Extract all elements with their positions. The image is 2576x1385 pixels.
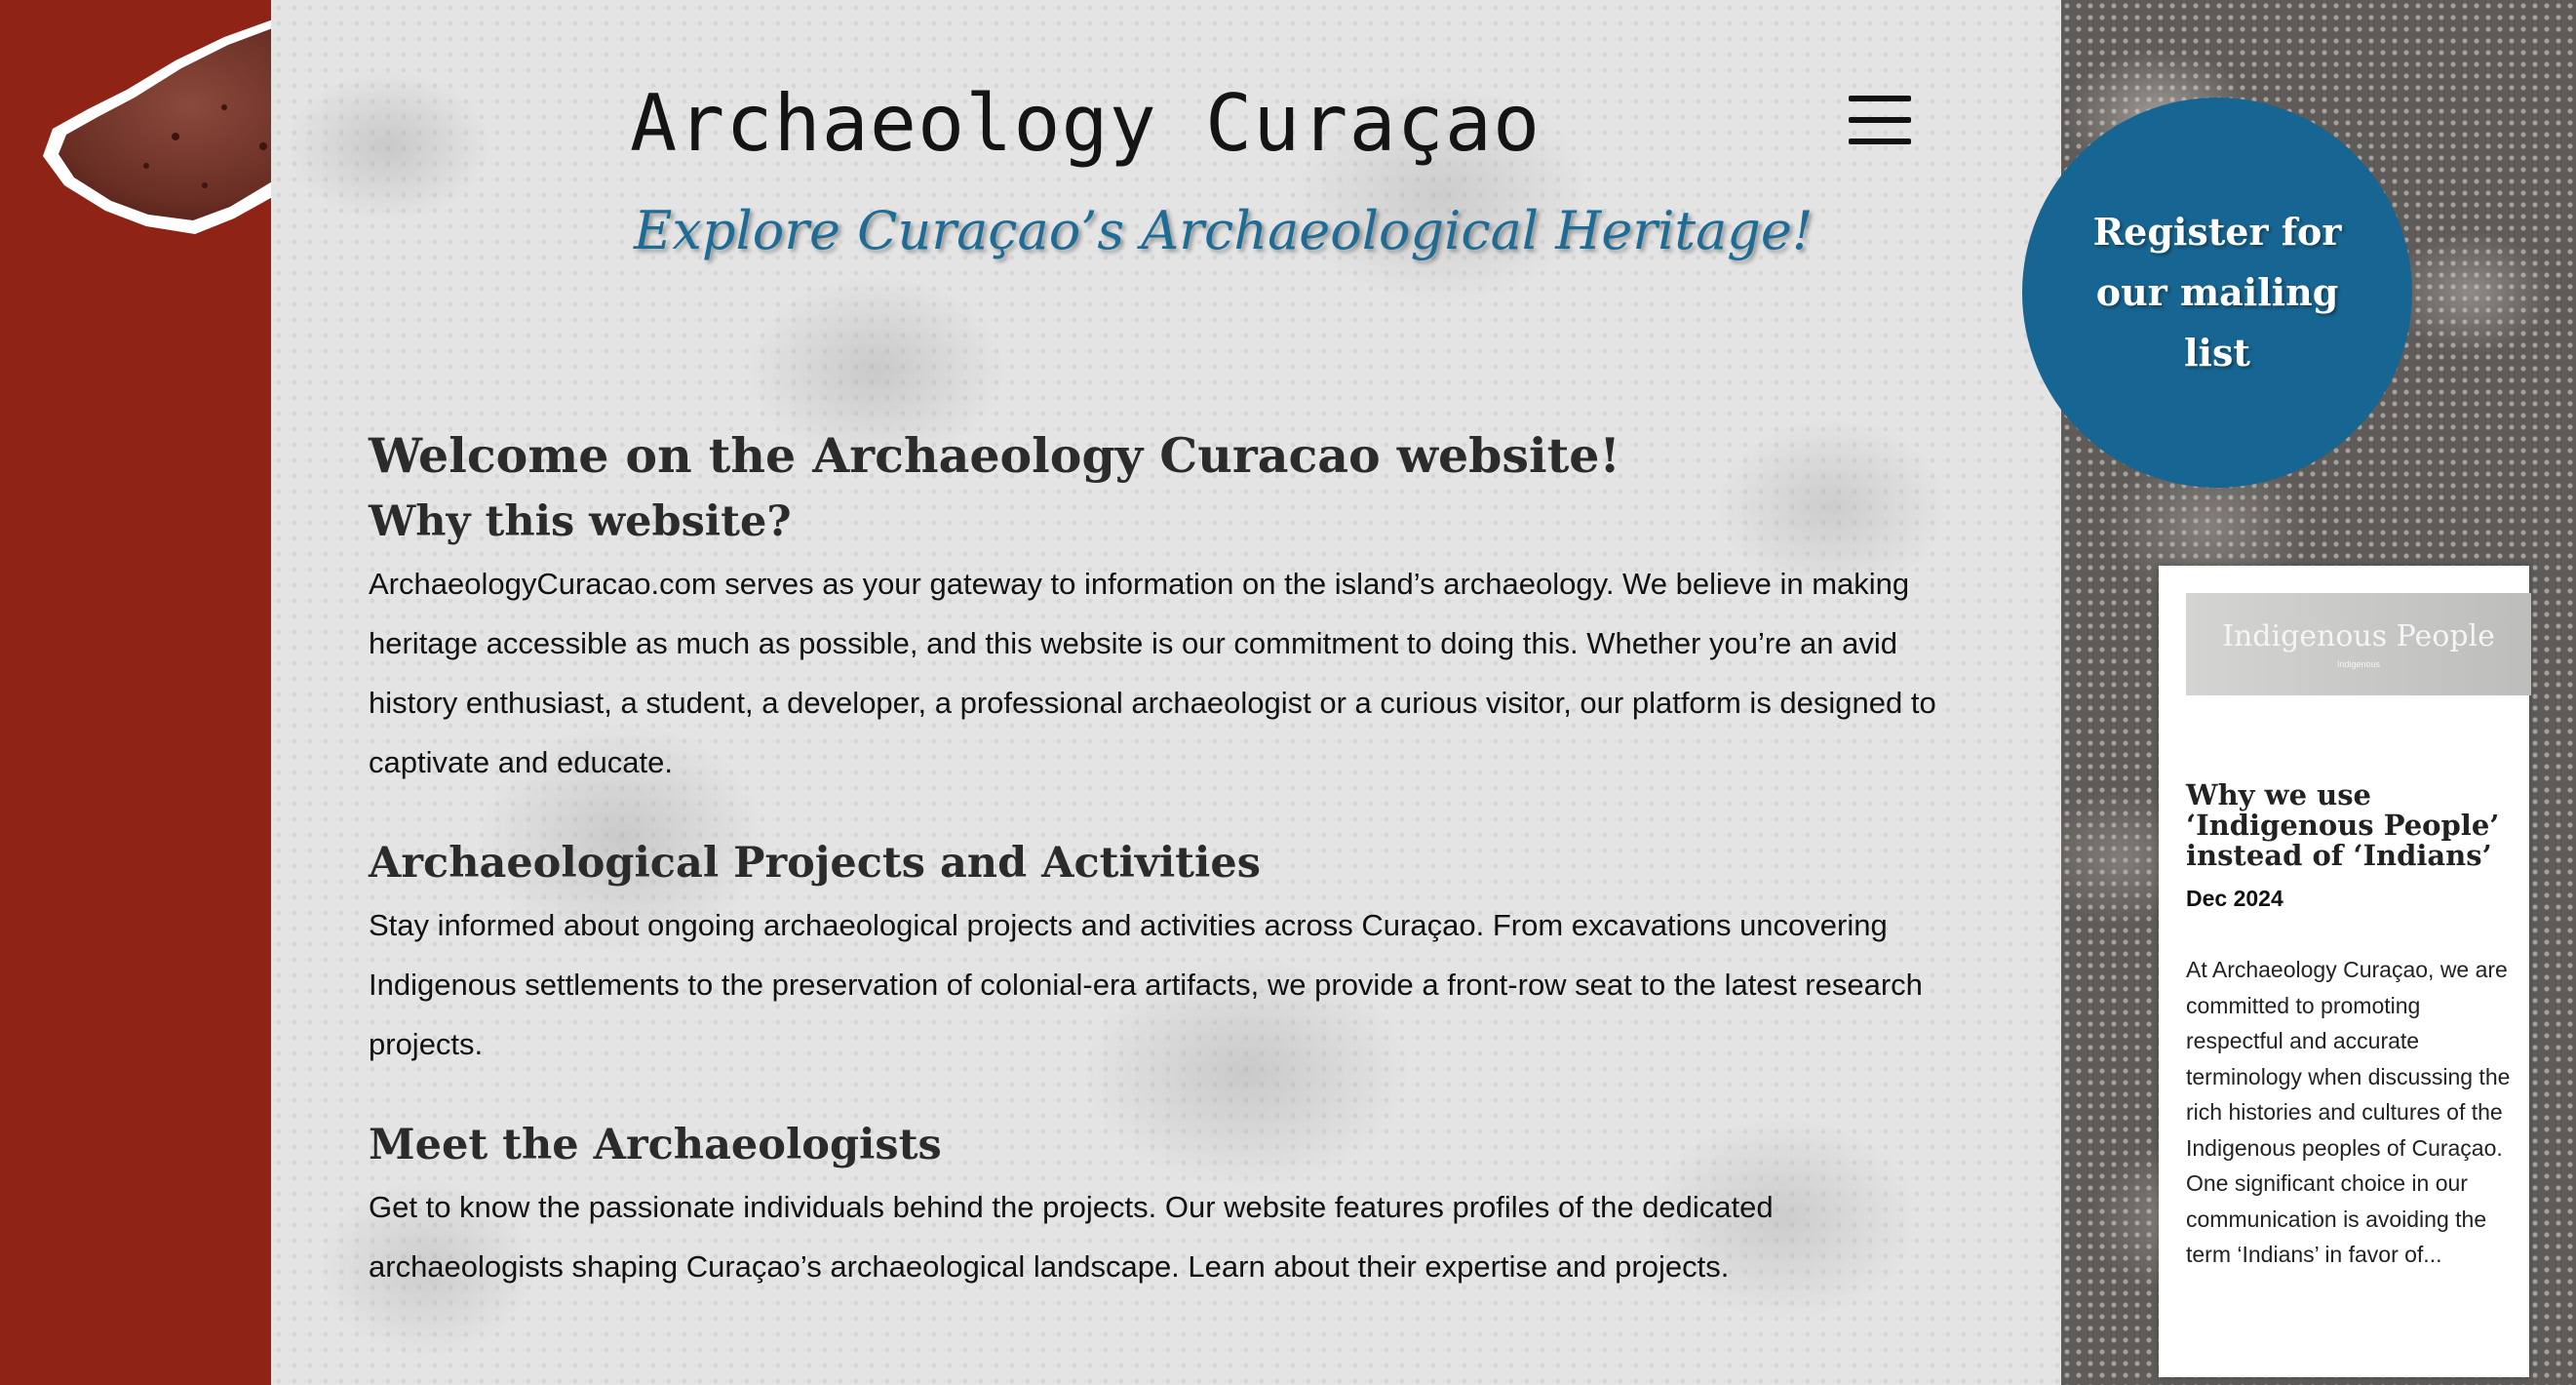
site-title[interactable]: Archaeology Curaçao: [630, 78, 1542, 169]
thumbnail-title: Indigenous People: [2222, 619, 2495, 653]
welcome-heading: Welcome on the Archaeology Curacao website!: [369, 427, 1620, 484]
section-body-why: ArchaeologyCuracao.com serves as your gateway to information on the island’s archaeology. We believe in making heritage accessible as much as possible, and this website is our commitment to doing this. Whether you’re an avid history enthusiast, a student, a developer, a professional archaeologist or a curious visitor, our platform is designed to captivate and educate.: [369, 567, 1936, 779]
section-heading-why: Why this website?: [369, 497, 792, 546]
article: [369, 421, 1968, 1296]
blog-post-date: Dec 2024: [2186, 886, 2283, 911]
section-heading-archaeologists: Meet the Archaeologists: [369, 1121, 942, 1169]
mailing-list-button[interactable]: Register for our mailing list: [2022, 98, 2412, 488]
site-tagline: Explore Curaçao’s Archaeological Heritage!: [634, 200, 1814, 261]
menu-line: [1849, 138, 1911, 144]
section-body-projects: Stay informed about ongoing archaeological projects and activities across Curaçao. From excavations uncovering Indigenous settlements to the preservation of colonial-era artifacts, we provide a front-row seat to the latest research projects.: [369, 908, 1923, 1061]
hamburger-menu-icon[interactable]: [1849, 94, 1911, 146]
blog-post-excerpt: At Archaeology Curaçao, we are committed to promoting respectful and accurate terminology when discussing the rich histories and cultures of the Indigenous peoples of Curaçao. One significant choice in our communication is avoiding the term ‘Indians’ in favor of...: [2186, 957, 2511, 1267]
thumbnail-subtitle: Indigenous: [2336, 659, 2381, 669]
blog-post-title[interactable]: Why we use ‘Indigenous People’ instead of ‘Indians’: [2186, 778, 2500, 872]
menu-line: [1849, 96, 1911, 101]
blog-post-card: [2159, 566, 2529, 1377]
section-heading-projects: Archaeological Projects and Activities: [369, 839, 1261, 888]
section-body-archaeologists: Get to know the passionate individuals behind the projects. Our website features profiles of the dedicated archaeologists shaping Curaçao’s archaeological landscape. Learn about their expertise and projects.: [369, 1190, 1774, 1284]
blog-post-thumbnail[interactable]: [2186, 593, 2531, 695]
menu-line: [1849, 117, 1911, 123]
